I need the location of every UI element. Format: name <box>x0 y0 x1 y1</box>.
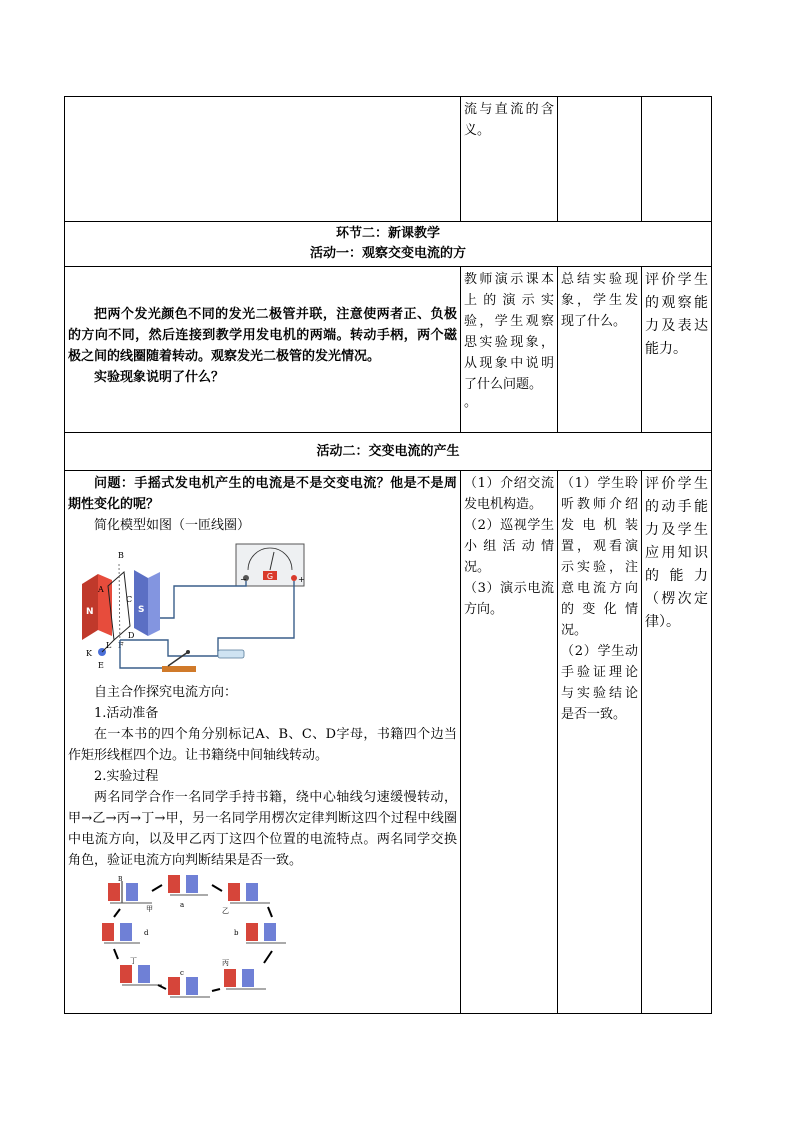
row5-col3-item1: （1）学生聆听教师介绍发电机装置，观看演示实验，注意电流方向的变化情况。 <box>561 476 638 638</box>
table-row <box>65 267 712 433</box>
row5-col2-item1: （1）介绍交流发电机构造。 <box>464 476 554 512</box>
section2-header <box>65 222 712 267</box>
position-jia-label: 甲 <box>146 905 153 913</box>
plus-sign: + <box>298 575 305 584</box>
generator-right-icon <box>234 923 286 943</box>
label-l: L <box>106 641 112 650</box>
generator-top-icon <box>168 875 208 909</box>
magnet-n-icon <box>82 574 112 640</box>
generator-bottom-icon <box>168 969 210 997</box>
row5-col2-item2: （2）巡视学生小组活动情况。 <box>464 518 554 575</box>
row3-paragraph2: 实验现象说明了什么？ <box>94 369 225 385</box>
rotation-cycle-figure <box>100 873 290 1003</box>
stage-b-label: b <box>234 929 239 937</box>
position-ding-label: 丁 <box>130 957 137 965</box>
resistor-icon <box>218 650 244 658</box>
pole-s-label: S <box>138 605 145 615</box>
pole-n-label: N <box>86 607 94 617</box>
row5-step2-text: 两名同学合作一名同学手持书籍，绕中心轴线匀速缓慢转动，甲→乙→丙→丁→甲，另一名同学用楞次定律判断这四个过程中线圈中电流方向，以及甲乙丙丁这四个位置的电流特点。两名同学交换角色，验证电流方向判断结果是否一致。 <box>68 790 457 868</box>
row5-col2-item3: （3）演示电流方向。 <box>464 581 554 617</box>
row5-col4-text: 评价学生的动手能力及学生应用知识的能力（楞次定律）。 <box>645 476 708 630</box>
stage-d-label: d <box>144 929 149 937</box>
row5-step1-title: 1.活动准备 <box>94 706 159 721</box>
label-k: K <box>86 649 92 658</box>
row5-explore-title: 自主合作探究电流方向： <box>94 685 238 700</box>
generator-ding-icon <box>120 957 162 985</box>
galvanometer-icon <box>236 544 305 586</box>
row3-col4-text: 评价学生的观察能力及表达能力。 <box>645 272 708 357</box>
label-d: D <box>128 631 135 640</box>
generator-bing-icon <box>222 959 266 989</box>
row3-col1 <box>65 267 461 433</box>
table-row <box>65 222 712 267</box>
row3-paragraph1: 把两个发光颜色不同的发光二极管并联，注意使两者正、负极的方向不同，然后连接到教学用发电机的两端。转动手柄，两个磁极之间的线圈随着转动。观察发光二极管的发光情况。 <box>68 306 457 364</box>
row1-col2 <box>461 97 558 222</box>
magnet-s-icon <box>134 570 160 636</box>
label-f: F <box>118 641 124 650</box>
activity2-header <box>65 433 712 471</box>
pole-b-label: B <box>118 876 123 883</box>
label-e: E <box>98 661 104 670</box>
galvanometer-label: G <box>266 572 274 581</box>
row1-col4 <box>642 97 712 222</box>
row1-col1 <box>65 97 461 222</box>
generator-yi-icon <box>222 883 270 915</box>
generator-jia-icon <box>108 876 153 913</box>
row5-col3 <box>558 471 642 1014</box>
generator-left-icon <box>102 923 149 943</box>
row5-col1 <box>65 471 461 1014</box>
table-row <box>65 97 712 222</box>
row3-col3-text: 总结实验现象，学生发现了什么。 <box>561 272 638 329</box>
table-row <box>65 433 712 471</box>
row5-model-caption: 简化模型如图（一匝线圈） <box>94 518 251 533</box>
row3-col3 <box>558 267 642 433</box>
row5-step2-title: 2.实验过程 <box>94 769 159 784</box>
terminal-plus-icon <box>291 575 297 581</box>
position-yi-label: 乙 <box>222 907 229 915</box>
row1-col2-text: 流与直流的含义。 <box>464 102 554 138</box>
minus-sign: − <box>240 575 247 584</box>
section2-title: 环节二：新课教学 <box>335 226 440 241</box>
label-a: A <box>98 585 104 594</box>
label-c: C <box>126 595 133 604</box>
row5-step1-text: 在一本书的四个角分别标记A、B、C、D字母，书籍四个边当作矩形线框四个边。让书籍绕中间轴线转动。 <box>68 727 457 763</box>
stage-a-label: a <box>180 901 185 909</box>
activity1-title: 活动一：观察交变电流的方 <box>309 246 466 261</box>
table-row <box>65 471 712 1014</box>
activity2-title: 活动二：交变电流的产生 <box>316 443 460 459</box>
row5-question: 问题：手摇式发电机产生的电流是不是交变电流？他是不是周期性变化的呢？ <box>68 476 457 512</box>
row5-col3-item2: （2）学生动手验证理论与实验结论是否一致。 <box>561 644 638 722</box>
lesson-plan-table <box>64 96 712 1014</box>
generator-circuit-figure <box>68 540 308 680</box>
row3-col2-text: 教师演示课本上的演示实验，学生观察思实验现象，从现象中说明了什么问题。 <box>464 272 554 392</box>
row5-col2 <box>461 471 558 1014</box>
row3-col2-dot: 。 <box>464 395 478 410</box>
label-b: B <box>118 551 124 560</box>
row5-col4 <box>642 471 712 1014</box>
row1-col3 <box>558 97 642 222</box>
row3-col4 <box>642 267 712 433</box>
row3-col2 <box>461 267 558 433</box>
stage-c-label: c <box>180 969 184 977</box>
position-bing-label: 丙 <box>222 959 229 967</box>
switch-icon <box>162 650 196 672</box>
